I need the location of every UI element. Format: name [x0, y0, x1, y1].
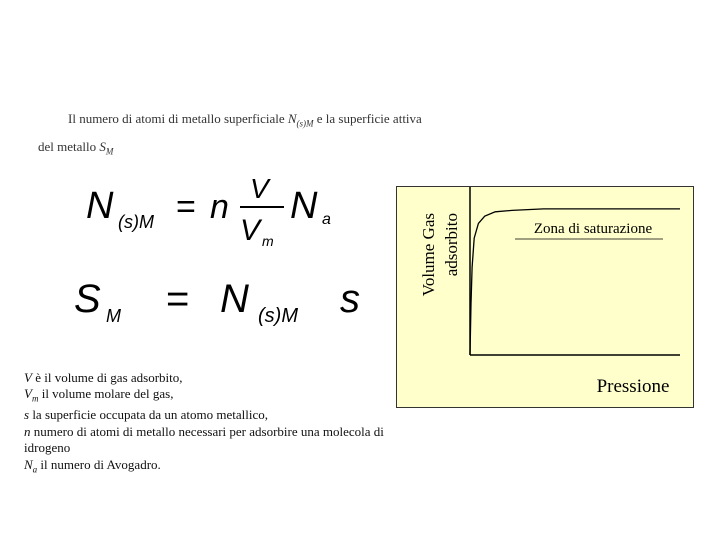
legend-sym-na: N	[24, 456, 33, 472]
legend-line-v	[24, 370, 384, 386]
legend-sym-v: V	[24, 370, 32, 385]
legend-text-na: il numero di Avogadro.	[40, 456, 161, 472]
chart-panel	[396, 186, 694, 408]
intro-line-2	[38, 139, 113, 157]
chart-ylabel-line1: Volume Gas	[418, 213, 438, 297]
intro-symbol-n-sub: (s)M	[296, 118, 314, 129]
intro-symbol-s-sub: M	[105, 146, 114, 157]
legend-text-v: è il volume di gas adsorbito,	[35, 370, 183, 385]
formula-n-equals: =	[176, 188, 196, 226]
legend-line-na	[24, 457, 384, 478]
legend-line-vm	[24, 386, 384, 407]
formula-n-den-sub: m	[262, 233, 274, 249]
intro-line-1	[68, 111, 422, 129]
chart-annotation-saturation: Zona di saturazione	[533, 221, 653, 237]
legend-sym-n: n	[24, 423, 31, 439]
intro-text-2: del metallo	[38, 139, 97, 154]
legend-line-s	[24, 407, 384, 423]
formula-s-surface-area	[72, 272, 372, 332]
intro-text-1-tail: e la superficie attiva	[316, 111, 422, 126]
formula-s-lhs: S	[74, 277, 101, 321]
formula-n-denominator: V	[240, 214, 261, 247]
legend-line-n	[24, 424, 384, 440]
legend-text-idrogeno: idrogeno	[24, 440, 71, 456]
legend-block	[24, 370, 384, 478]
intro-text-1: Il numero di atomi di metallo superficiale	[68, 111, 285, 126]
legend-sym-s: s	[24, 407, 30, 423]
formula-s-lhs-sub: M	[106, 306, 121, 326]
legend-text-n: numero di atomi di metallo necessari per adsorbire una molecola di	[33, 423, 384, 439]
formula-n-rhs-sub: a	[322, 211, 331, 228]
formula-n-rhs: N	[290, 185, 318, 227]
intro-symbol-s: S	[99, 139, 106, 154]
legend-text-vm: il volume molare del gas,	[41, 386, 174, 402]
formula-n-coef: n	[210, 188, 229, 226]
legend-text-s: la superficie occupata da un atomo metallico,	[32, 407, 269, 423]
formula-n-numerator: V	[250, 173, 269, 204]
formula-s-equals: =	[166, 277, 190, 321]
legend-sym-na-sub: a	[32, 464, 38, 475]
formula-s-mid: N	[220, 277, 249, 321]
chart-xlabel: Pressione	[596, 376, 670, 397]
legend-sym-vm-sub: m	[31, 394, 39, 404]
formula-n-lhs: N	[86, 185, 114, 227]
chart-ylabel-line2: adsorbito	[441, 213, 461, 277]
formula-s-mid-sub: (s)M	[258, 305, 298, 327]
formula-n-lhs-sub: (s)M	[118, 212, 154, 232]
intro-symbol-n: N	[287, 111, 297, 126]
legend-line-idrogeno	[24, 440, 384, 456]
formula-s-rhs: s	[340, 277, 360, 321]
isotherm-chart	[397, 187, 693, 407]
formula-n-surface-atoms	[84, 172, 344, 252]
legend-sym-vm: V	[24, 386, 32, 402]
